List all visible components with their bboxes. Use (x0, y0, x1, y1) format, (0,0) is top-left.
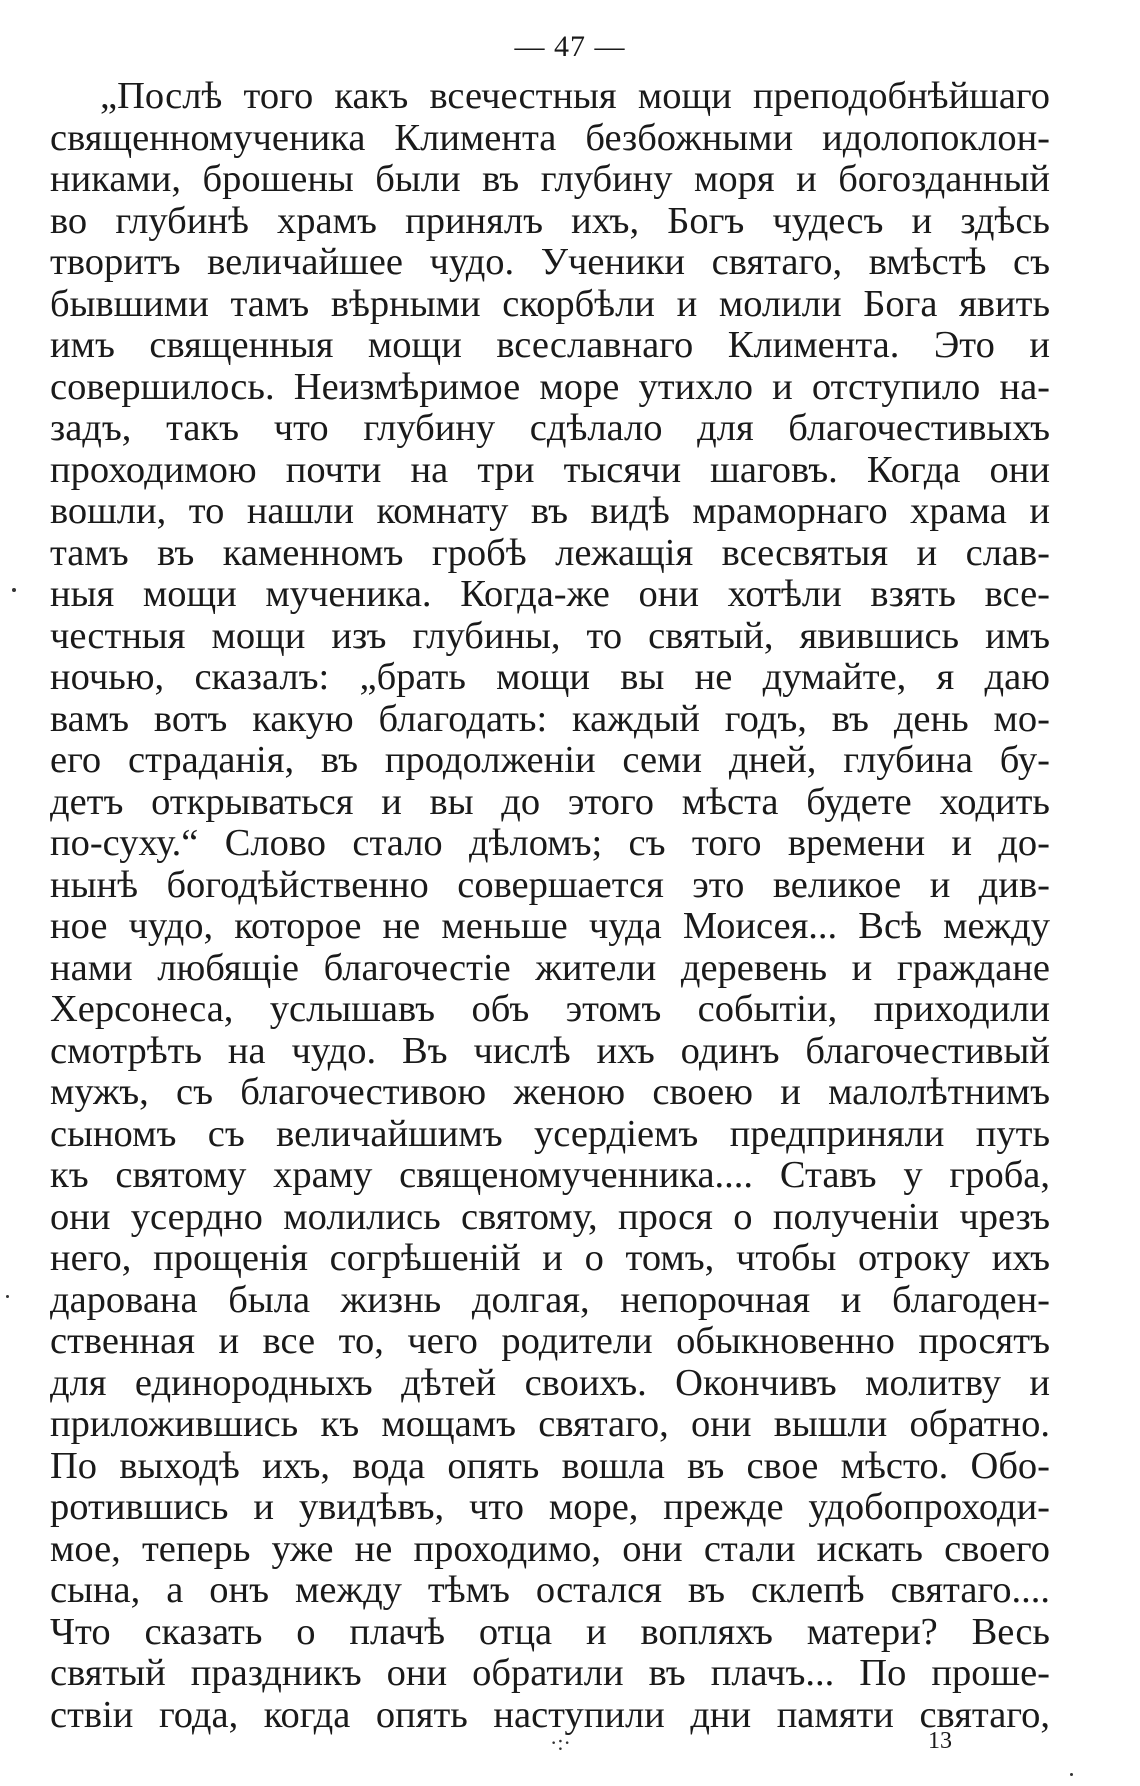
text-line: ное чудо, которое не меньше чуда Моисея... Всѣ между (50, 905, 1050, 947)
text-line: задъ, такъ что глубину сдѣлало для благочестивыхъ (50, 407, 1050, 449)
text-line: къ святому храму священомученника.... Ставъ у гроба, (50, 1154, 1050, 1196)
text-line: ственная и все то, чего родители обыкновенно просятъ (50, 1320, 1050, 1362)
text-line: мое, теперь уже не проходимо, они стали искать своего (50, 1527, 1050, 1570)
stray-mark (1070, 1773, 1073, 1776)
text-line: детъ открываться и вы до этого мѣста будете ходить (50, 780, 1050, 823)
text-line: смотрѣть на чудо. Въ числѣ ихъ одинъ благочестивый (50, 1029, 1050, 1072)
text-line: честныя мощи изъ глубины, то святый, явившись имъ (50, 614, 1050, 657)
page-number: — 47 — (514, 30, 626, 63)
text-line: ныя мощи мученика. Когда-же они хотѣли взять все- (50, 573, 1050, 615)
text-line: вошли, то нашли комнату въ видѣ мраморнаго храма и (50, 490, 1050, 532)
text-line: никами, брошены были въ глубину моря и богозданный (50, 158, 1050, 200)
body-text (50, 76, 1050, 1736)
text-line: по-суху.“ Слово стало дѣломъ; съ того времени и до- (50, 822, 1050, 864)
text-line: него, прощенія согрѣшеній и о томъ, чтобы отроку ихъ (50, 1237, 1050, 1279)
text-line: творитъ величайшее чудо. Ученики святаго, вмѣстѣ съ (50, 241, 1050, 283)
text-line: ночью, сказалъ: „брать мощи вы не думайте, я даю (50, 656, 1050, 698)
text-line: проходимою почти на три тысячи шаговъ. Когда они (50, 448, 1050, 491)
text-line: его страданія, въ продолженіи семи дней, глубина бу- (50, 739, 1050, 781)
text-line: вамъ вотъ какую благодать: каждый годъ, въ день мо- (50, 697, 1050, 740)
text-line: нынѣ богодѣйственно совершается это великое и див- (50, 863, 1050, 906)
text-line: дарована была жизнь долгая, непорочная и благоден- (50, 1278, 1050, 1321)
text-line: „Послѣ того какъ всечестныя мощи преподобнѣйшаго (100, 75, 1050, 117)
text-line: ротившись и увидѣвъ, что море, прежде удобопроходи- (50, 1486, 1050, 1528)
text-line: нами любящіе благочестіе жители деревень и граждане (50, 946, 1050, 989)
text-line: Что сказать о плачѣ отца и вопляхъ матери? Весь (50, 1610, 1050, 1653)
text-line: приложившись къ мощамъ святаго, они вышли обратно. (50, 1403, 1050, 1445)
stray-mark (12, 588, 16, 592)
stray-mark (6, 1295, 9, 1298)
text-line: во глубинѣ храмъ принялъ ихъ, Богъ чудесъ и здѣсь (50, 199, 1050, 242)
text-line: святый праздникъ они обратили въ плачъ... По прошe- (50, 1652, 1050, 1694)
text-line: сыномъ съ величайшимъ усердіемъ предприняли путь (50, 1112, 1050, 1155)
text-line: мужъ, съ благочестивою женою своею и малолѣтнимъ (50, 1071, 1050, 1113)
text-line: ствіи года, когда опять наступили дни памяти святаго, (50, 1693, 1050, 1736)
text-line: они усердно молились святому, прося о полученіи чрезъ (50, 1195, 1050, 1238)
signature-number: 13 (928, 1728, 952, 1754)
text-line: Херсонеса, услышавъ объ этомъ событіи, приходили (50, 988, 1050, 1030)
text-line: По выходѣ ихъ, вода опять вошла въ свое мѣсто. Обо- (50, 1444, 1050, 1487)
text-line: тамъ въ каменномъ гробѣ лежащія всесвятыя и слав- (50, 531, 1050, 574)
text-line: имъ священныя мощи всеславнаго Климента. Это и (50, 324, 1050, 366)
text-line: священномученика Климента безбожными идолопоклон- (50, 116, 1050, 159)
text-line: для единородныхъ дѣтей своихъ. Окончивъ молитву и (50, 1361, 1050, 1404)
text-line: бывшими тамъ вѣрными скорбѣли и молили Бога явить (50, 282, 1050, 325)
printer-mark: ·:· (550, 1730, 571, 1755)
text-line: совершилось. Неизмѣримое море утихло и отступило на- (50, 365, 1050, 408)
text-line: сына, а онъ между тѣмъ остался въ склепѣ святаго.... (50, 1569, 1050, 1611)
